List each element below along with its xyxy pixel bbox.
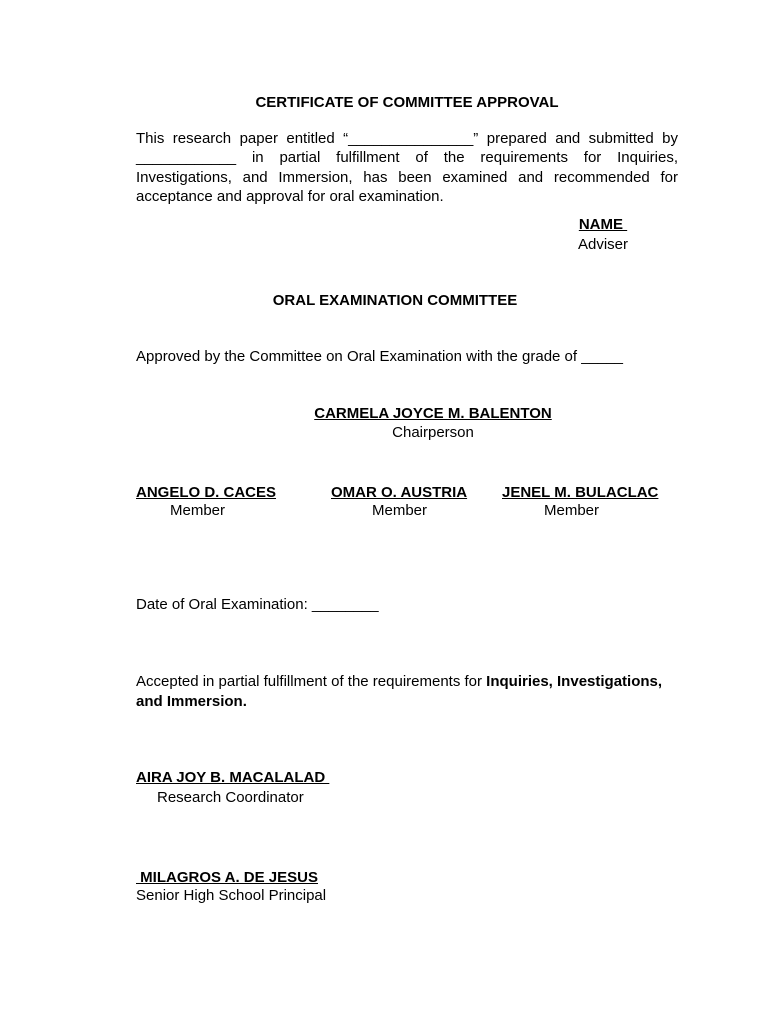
intro-paragraph: This research paper entitled “_______________” prepared and submitted by ____________ in partial fulfillment of the requirements for Inquiries, Investigations, and Immersion, has been examined and recommended for acceptance and approval for oral examination. — [136, 130, 678, 205]
committee-heading: ORAL EXAMINATION COMMITTEE — [272, 292, 518, 309]
accepted-statement — [136, 672, 678, 712]
member-name: ANGELO D. CACES — [136, 484, 277, 501]
certificate-title: CERTIFICATE OF COMMITTEE APPROVAL — [255, 94, 559, 111]
research-coordinator-name: AIRA JOY B. MACALALAD — [136, 769, 330, 786]
principal-role: Senior High School Principal — [136, 887, 327, 904]
member-role: Member — [170, 502, 226, 519]
principal-name: MILAGROS A. DE JESUS — [136, 869, 318, 886]
chairperson-name: CARMELA JOYCE M. BALENTON — [314, 405, 552, 422]
member-name: JENEL M. BULACLAC — [502, 484, 659, 501]
member-name: OMAR O. AUSTRIA — [331, 484, 468, 501]
accepted-subject: Inquiries, Investigations, and Immersion. — [136, 673, 663, 710]
research-coordinator-role: Research Coordinator — [157, 789, 304, 806]
oral-exam-date-line: Date of Oral Examination: ________ — [136, 596, 379, 613]
member-role: Member — [544, 502, 600, 519]
adviser-name: NAME — [578, 216, 628, 233]
accepted-prefix: Accepted in partial fulfillment of the requirements for — [136, 673, 487, 690]
member-role: Member — [372, 502, 428, 519]
approved-line: Approved by the Committee on Oral Examination with the grade of _____ — [136, 348, 623, 365]
chairperson-role: Chairperson — [392, 424, 474, 441]
adviser-role: Adviser — [577, 236, 629, 253]
